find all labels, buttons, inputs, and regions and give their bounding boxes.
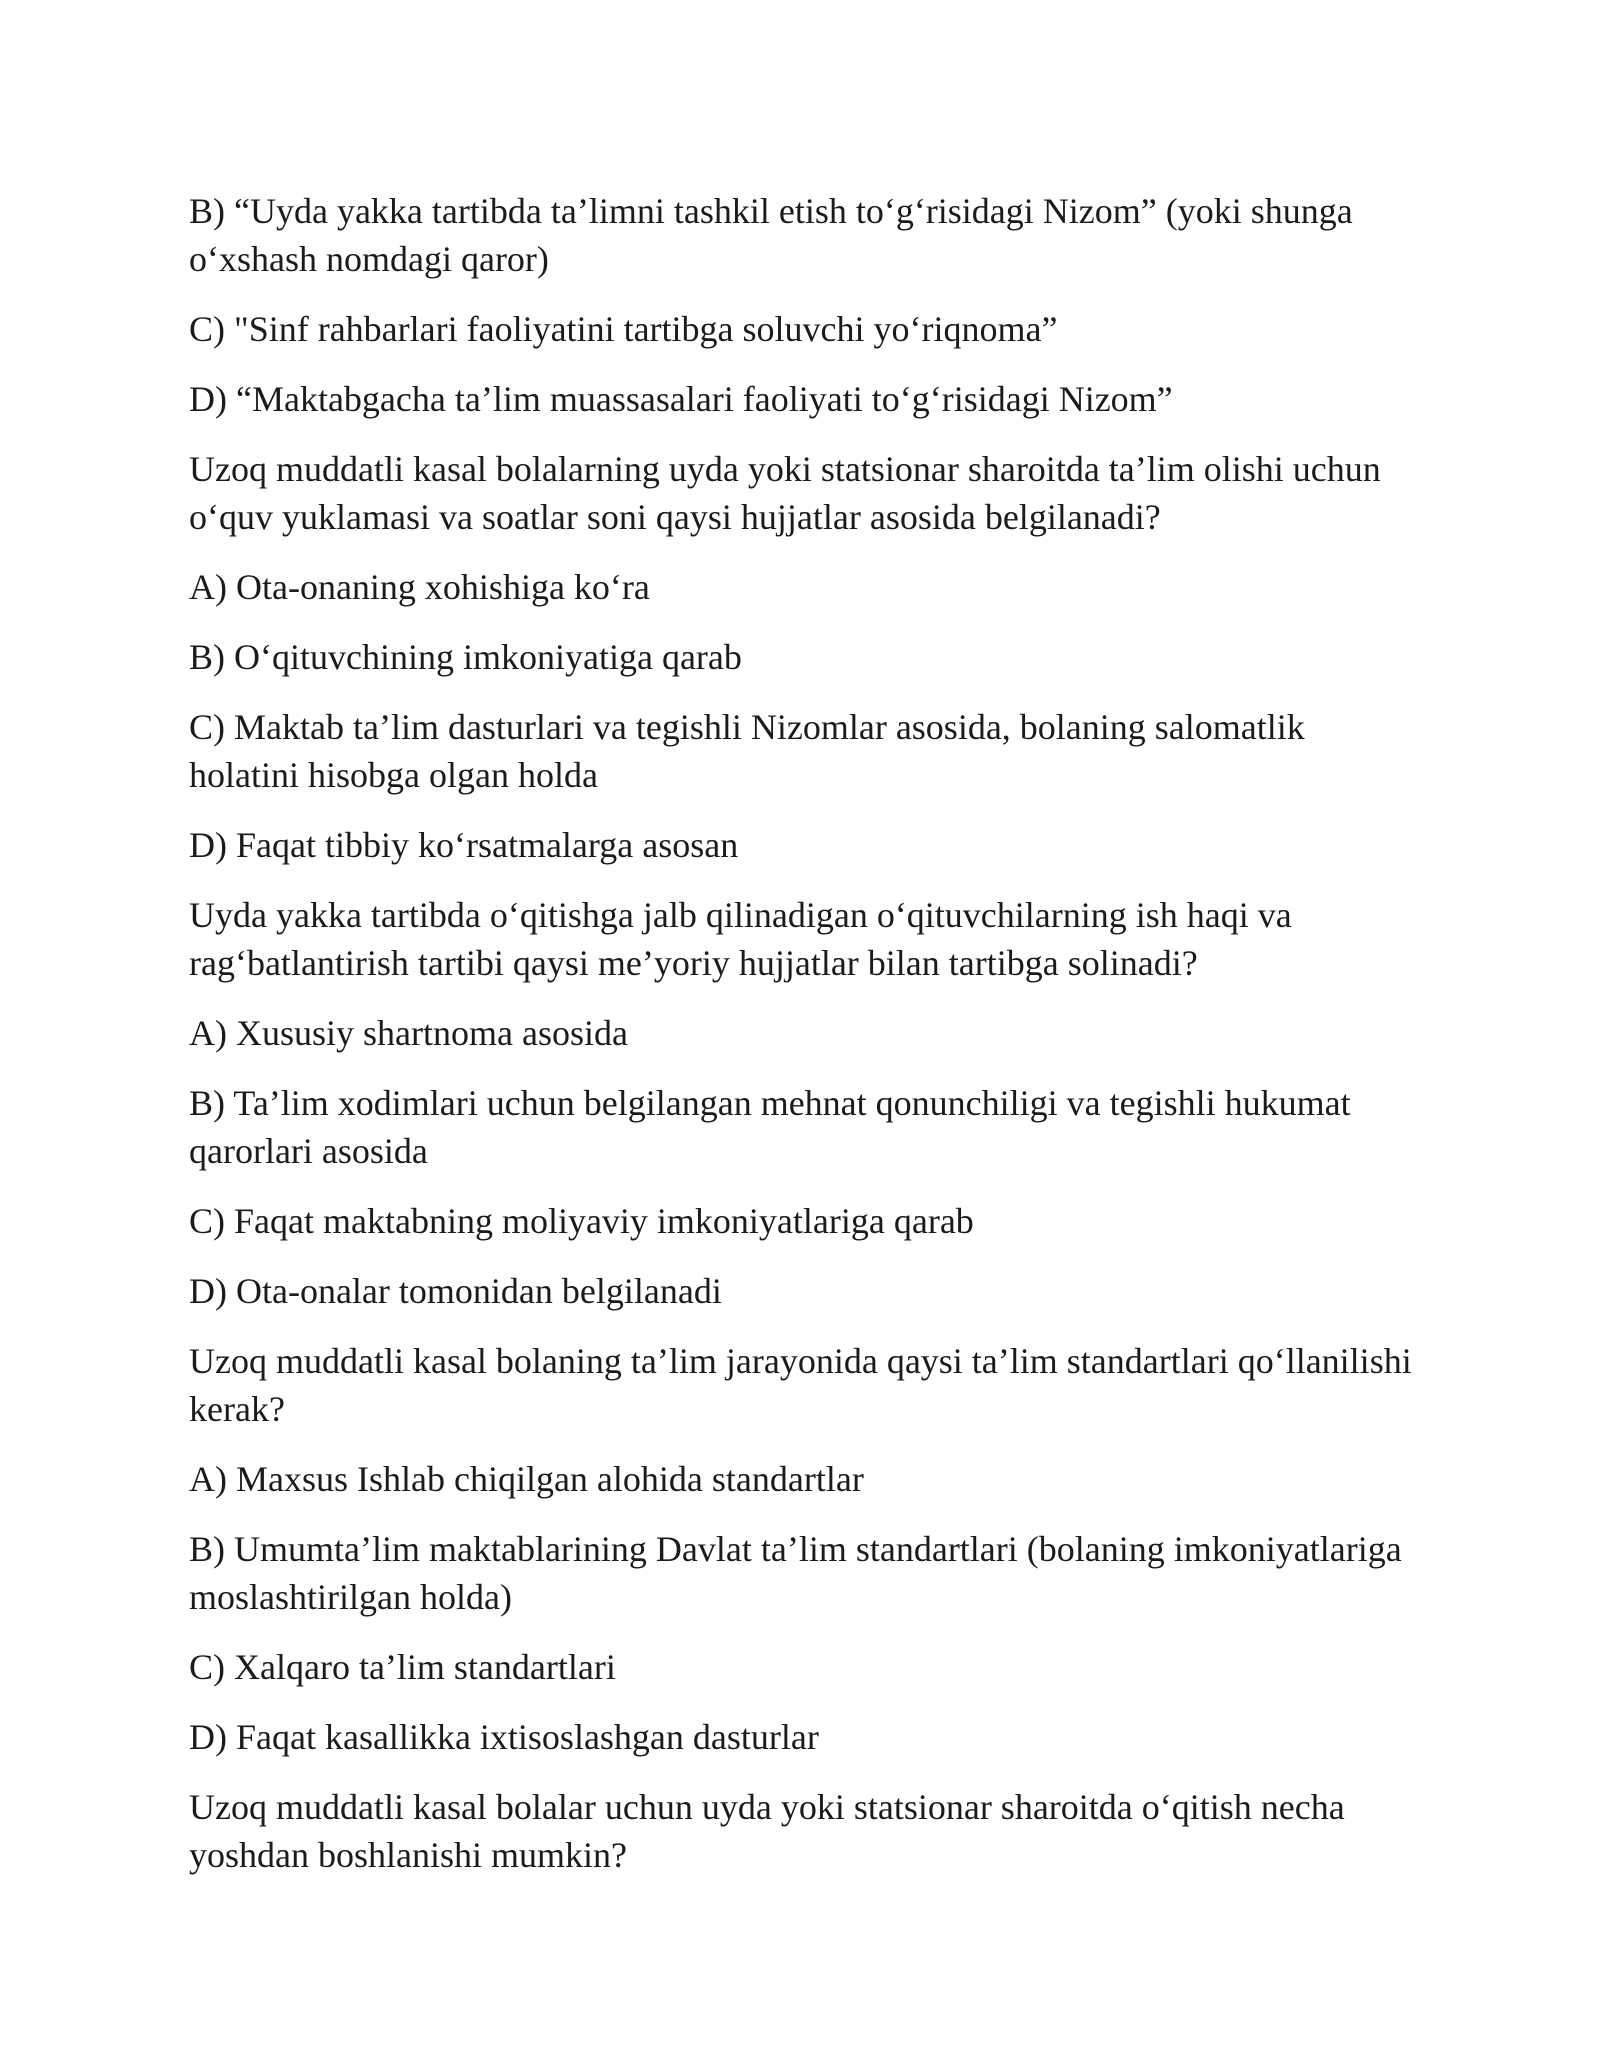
answer-option-d: D) “Maktabgacha ta’lim muassasalari faoliyati to‘g‘risidagi Nizom” [189, 379, 1173, 419]
answer-option-b: B) “Uyda yakka tartibda ta’limni tashkil etish to‘g‘risidagi Nizom” (yoki shunga o‘xshash nomdagi qaror) [189, 191, 1353, 279]
question-text: Uzoq muddatli kasal bolalar uchun uyda yoki statsionar sharoitda o‘qitish necha yoshdan boshlanishi mumkin? [189, 1787, 1345, 1875]
answer-option-a: A) Maxsus Ishlab chiqilgan alohida standartlar [189, 1459, 864, 1499]
answer-option-c: C) Faqat maktabning moliyaviy imkoniyatlariga qarab [189, 1201, 974, 1241]
answer-option-b: B) Ta’lim xodimlari uchun belgilangan mehnat qonunchiligi va tegishli hukumat qarorlari asosida [189, 1083, 1351, 1171]
answer-option-c: C) Xalqaro ta’lim standartlari [189, 1647, 616, 1687]
answer-option-d: D) Ota-onalar tomonidan belgilanadi [189, 1271, 722, 1311]
question-text: Uzoq muddatli kasal bolaning ta’lim jarayonida qaysi ta’lim standartlari qo‘llanilishi kerak? [189, 1341, 1412, 1429]
document-body [189, 187, 1419, 1901]
answer-option-c: C) "Sinf rahbarlari faoliyatini tartibga soluvchi yo‘riqnoma” [189, 309, 1058, 349]
question-text: Uyda yakka tartibda o‘qitishga jalb qilinadigan o‘qituvchilarning ish haqi va rag‘batlantirish tartibi qaysi me’yoriy hujjatlar bilan tartibga solinadi? [189, 895, 1292, 983]
answer-option-a: A) Ota-onaning xohishiga ko‘ra [189, 567, 650, 607]
question-text: Uzoq muddatli kasal bolalarning uyda yoki statsionar sharoitda ta’lim olishi uchun o‘quv yuklamasi va soatlar soni qaysi hujjatlar asosida belgilanadi? [189, 449, 1381, 537]
answer-option-c: C) Maktab ta’lim dasturlari va tegishli Nizomlar asosida, bolaning salomatlik holatini hisobga olgan holda [189, 707, 1305, 795]
answer-option-d: D) Faqat kasallikka ixtisoslashgan dasturlar [189, 1717, 819, 1757]
answer-option-a: A) Xususiy shartnoma asosida [189, 1013, 628, 1053]
answer-option-b: B) Umumta’lim maktablarining Davlat ta’lim standartlari (bolaning imkoniyatlariga moslashtirilgan holda) [189, 1529, 1402, 1617]
answer-option-b: B) O‘qituvchining imkoniyatiga qarab [189, 637, 742, 677]
answer-option-d: D) Faqat tibbiy ko‘rsatmalarga asosan [189, 825, 739, 865]
